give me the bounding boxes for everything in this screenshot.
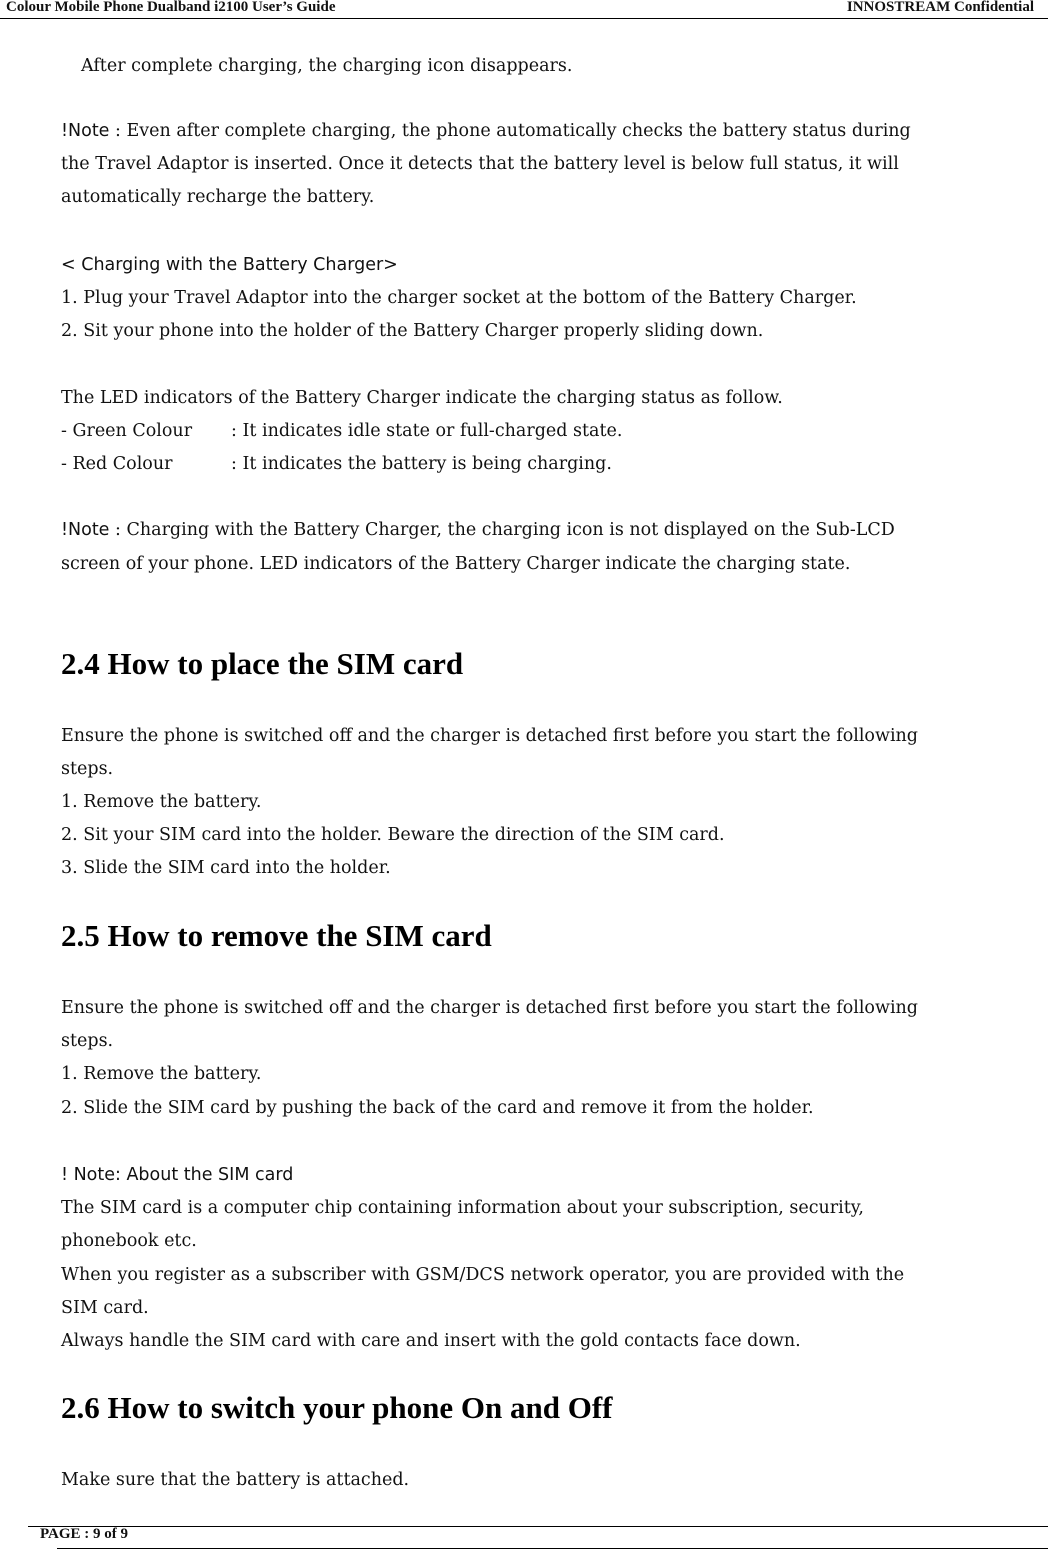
section-2-4-intro-line2: steps. [61, 759, 114, 779]
section-2-5-step-1: 1. Remove the battery. [61, 1064, 262, 1084]
section-2-4-step-1: 1. Remove the battery. [61, 792, 262, 812]
charging-complete-text: After complete charging, the charging icon disappears. [81, 56, 573, 76]
page-header [0, 0, 1048, 19]
section-2-5-intro-line2: steps. [61, 1031, 114, 1051]
section-2-4-title: 2.4 How to place the SIM card [61, 646, 464, 681]
section-2-4-intro-line1: Ensure the phone is switched off and the charger is detached first before you start the following [61, 726, 919, 746]
led-red-desc: : It indicates the battery is being charging. [231, 454, 612, 474]
led-red-row [61, 453, 612, 475]
led-green-desc: : It indicates idle state or full-charged state. [231, 421, 623, 441]
led-red-label: - Red Colour [61, 454, 173, 474]
note-label: !Note [61, 121, 110, 141]
section-2-5-title: 2.5 How to remove the SIM card [61, 918, 492, 953]
note-text: : Even after complete charging, the phone automatically checks the battery status during [109, 121, 911, 141]
sim-note-line1: The SIM card is a computer chip containing information about your subscription, security, [61, 1198, 864, 1218]
sim-note-line3: When you register as a subscriber with GSM/DCS network operator, you are provided with the [61, 1265, 905, 1285]
footer-top-rule [28, 1526, 1048, 1527]
note-text: : Charging with the Battery Charger, the charging icon is not displayed on the Sub-LCD [109, 520, 895, 540]
note-sub-lcd-line2: screen of your phone. LED indicators of the Battery Charger indicate the charging state. [61, 554, 851, 574]
section-2-6-title: 2.6 How to switch your phone On and Off [61, 1390, 613, 1425]
note-auto-recharge-line3: automatically recharge the battery. [61, 187, 375, 207]
charger-step-2: 2. Sit your phone into the holder of the Battery Charger properly sliding down. [61, 321, 764, 341]
note-sub-lcd-line1 [61, 519, 895, 541]
footer-bottom-rule [57, 1548, 1048, 1549]
page-number: PAGE : 9 of 9 [40, 1526, 129, 1542]
header-confidential-label: INNOSTREAM Confidential [846, 0, 1034, 15]
led-green-row [61, 420, 622, 442]
section-2-4-step-3: 3. Slide the SIM card into the holder. [61, 858, 391, 878]
sim-note-line2: phonebook etc. [61, 1231, 197, 1251]
led-green-label: - Green Colour [61, 421, 193, 441]
note-auto-recharge-line1 [61, 120, 911, 142]
section-2-5-intro-line1: Ensure the phone is switched off and the charger is detached first before you start the following [61, 998, 919, 1018]
section-2-4-step-2: 2. Sit your SIM card into the holder. Beware the direction of the SIM card. [61, 825, 725, 845]
sim-note-heading: ! Note: About the SIM card [61, 1165, 294, 1185]
header-document-title: Colour Mobile Phone Dualband i2100 User’s Guide [6, 0, 336, 15]
sim-note-line4: SIM card. [61, 1298, 149, 1318]
note-auto-recharge-line2: the Travel Adaptor is inserted. Once it detects that the battery level is below full status, it will [61, 154, 899, 174]
note-label: !Note [61, 520, 110, 540]
charger-step-1: 1. Plug your Travel Adaptor into the charger socket at the bottom of the Battery Charger. [61, 288, 857, 308]
battery-charger-subheading: < Charging with the Battery Charger> [61, 255, 398, 275]
section-2-5-step-2: 2. Slide the SIM card by pushing the back of the card and remove it from the holder. [61, 1098, 814, 1118]
sim-note-line5: Always handle the SIM card with care and insert with the gold contacts face down. [61, 1331, 801, 1351]
led-intro-text: The LED indicators of the Battery Charger indicate the charging status as follow. [61, 388, 783, 408]
section-2-6-line1: Make sure that the battery is attached. [61, 1470, 410, 1490]
